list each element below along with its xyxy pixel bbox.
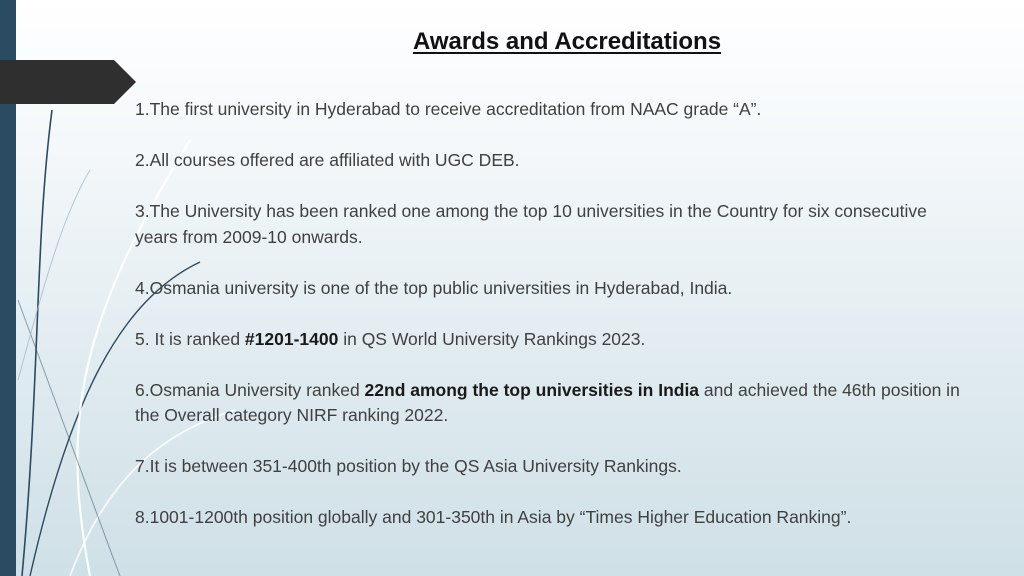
list-item: 4.Osmania university is one of the top public universities in Hyderabad, India. bbox=[135, 277, 733, 298]
item-bold-text: 22nd among the top universities in India bbox=[364, 379, 700, 400]
list-item: 2.All courses offered are affiliated with UGC DEB. bbox=[135, 150, 520, 170]
list-item: 8.1001-1200th position globally and 301-350th in Asia by “Times Higher Education Ranking”. bbox=[135, 507, 852, 527]
list-item: 7.It is between 351-400th position by the QS Asia University Rankings. bbox=[135, 456, 682, 476]
item-text: in QS World University Rankings 2023. bbox=[338, 328, 646, 349]
item-text: 6.Osmania University ranked bbox=[135, 379, 365, 400]
accreditation-list bbox=[135, 97, 965, 556]
item-bold-text: #1201-1400 bbox=[244, 328, 339, 349]
slide-title: Awards and Accreditations bbox=[412, 28, 722, 55]
list-item: 1.The first university in Hyderabad to receive accreditation from NAAC grade “A”. bbox=[135, 99, 762, 119]
list-item: 3.The University has been ranked one among the top 10 universities in the Country for six consecutive years from 2009-10 onwards. bbox=[135, 201, 927, 247]
item-text: 5. It is ranked bbox=[135, 328, 245, 349]
item-text: and achieved the 46th position in the Overall category NIRF ranking 2022. bbox=[135, 379, 960, 425]
list-item bbox=[135, 327, 965, 353]
arrow-tab bbox=[0, 60, 136, 104]
list-item bbox=[135, 378, 965, 429]
